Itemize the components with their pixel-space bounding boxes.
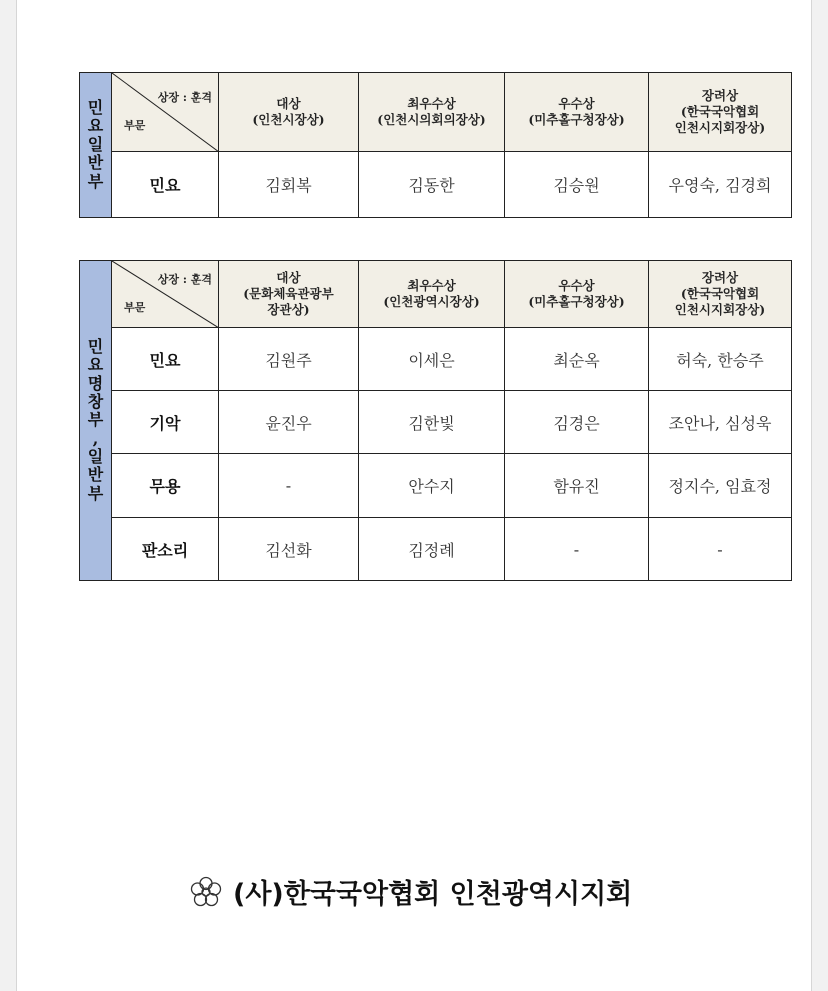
- winner-cell: 안수지: [359, 454, 505, 518]
- table-row: [80, 518, 792, 581]
- column-header-encouragement-prize: 장려상 (한국국악협회 인천시지회장상): [649, 73, 792, 152]
- section-label: [80, 261, 112, 581]
- table-row: [80, 391, 792, 454]
- table-row: [80, 454, 792, 518]
- winner-cell: 이세은: [359, 328, 505, 391]
- document-page: [16, 0, 812, 991]
- winner-cell: 김원주: [219, 328, 359, 391]
- organization-footer: [189, 872, 632, 911]
- table-row: [80, 152, 792, 218]
- category-cell: 기악: [112, 391, 219, 454]
- winner-cell: 정지수, 임효정: [649, 454, 792, 518]
- corner-top-label: 상장 : 훈격: [157, 273, 212, 286]
- winner-cell: -: [649, 518, 792, 581]
- category-cell: 판소리: [112, 518, 219, 581]
- winner-cell: -: [219, 454, 359, 518]
- winner-cell: 최순옥: [505, 328, 649, 391]
- column-header-excellence-prize: 최우수상 (인천시의회의장상): [359, 73, 505, 152]
- column-header-excellence-prize: 최우수상 (인천광역시장상): [359, 261, 505, 328]
- winner-cell: 김승원: [505, 152, 649, 218]
- column-header-merit-prize: 우수상 (미추홀구청장상): [505, 73, 649, 152]
- winner-cell: 김경은: [505, 391, 649, 454]
- header-corner-cell: [112, 261, 219, 328]
- corner-bottom-label: 부문: [124, 119, 146, 132]
- section-label-text: 민 요 일 반 부: [87, 98, 104, 191]
- winner-cell: 김동한: [359, 152, 505, 218]
- corner-top-label: 상장 : 훈격: [157, 91, 212, 104]
- winner-cell: 김회복: [219, 152, 359, 218]
- award-table-folk-general: [79, 72, 792, 218]
- category-cell: 무용: [112, 454, 219, 518]
- column-header-grand-prize: 대상 (인천시장상): [219, 73, 359, 152]
- winner-cell: 김한빛: [359, 391, 505, 454]
- winner-cell: 김정례: [359, 518, 505, 581]
- winner-cell: 허숙, 한승주: [649, 328, 792, 391]
- section-label-text: 민 요 명 창 부 , 일 반 부: [87, 336, 104, 503]
- winner-cell: 함유진: [505, 454, 649, 518]
- winner-cell: 우영숙, 김경희: [649, 152, 792, 218]
- flower-emblem-icon: [189, 875, 223, 909]
- winner-cell: 조안나, 심성욱: [649, 391, 792, 454]
- winner-cell: 김선화: [219, 518, 359, 581]
- column-header-grand-prize: 대상 (문화체육관광부 장관상): [219, 261, 359, 328]
- table-row: [80, 328, 792, 391]
- corner-bottom-label: 부문: [124, 301, 146, 314]
- category-cell: 민요: [112, 152, 219, 218]
- column-header-merit-prize: 우수상 (미추홀구청장상): [505, 261, 649, 328]
- header-corner-cell: [112, 73, 219, 152]
- section-label: [80, 73, 112, 218]
- award-table-folk-master-general: [79, 260, 792, 581]
- diagonal-line: [112, 73, 219, 152]
- winner-cell: -: [505, 518, 649, 581]
- winner-cell: 윤진우: [219, 391, 359, 454]
- organization-name: (사)한국국악협회 인천광역시지회: [233, 879, 633, 910]
- column-header-encouragement-prize: 장려상 (한국국악협회 인천시지회장상): [649, 261, 792, 328]
- category-cell: 민요: [112, 328, 219, 391]
